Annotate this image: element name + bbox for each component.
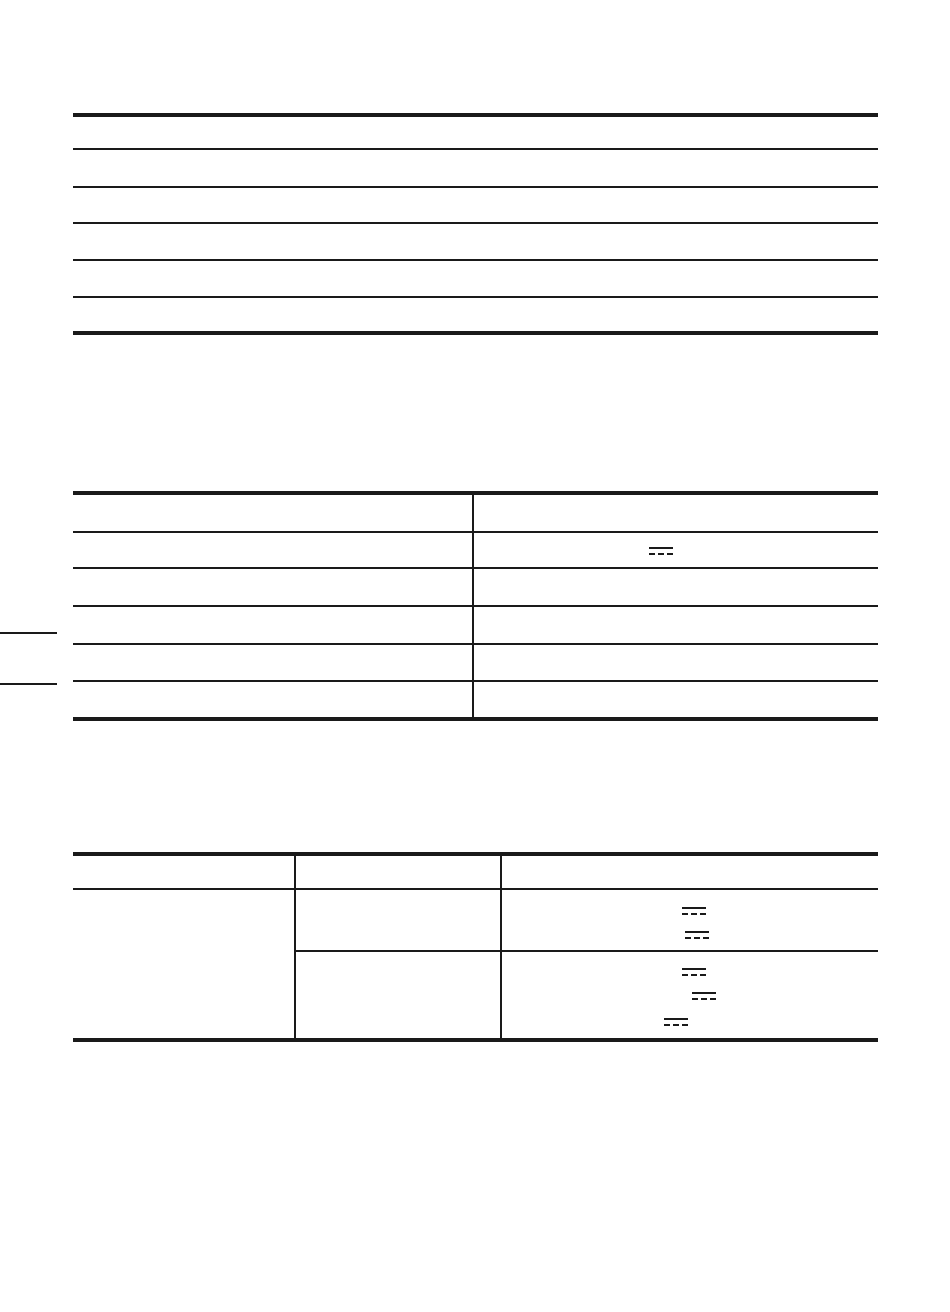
table-cell	[138, 298, 878, 331]
table-cell	[73, 224, 138, 259]
table-row	[73, 533, 878, 569]
table-cell	[474, 569, 878, 605]
table-cell	[73, 890, 294, 1038]
table-row	[73, 495, 878, 533]
table-row	[73, 117, 878, 150]
table-cell	[474, 607, 878, 643]
table-row	[73, 261, 878, 298]
direct-current-icon	[685, 931, 709, 940]
table-column	[73, 856, 296, 1038]
direct-current-icon	[692, 992, 716, 1001]
margin-index-mark-top	[0, 632, 57, 634]
table-row	[73, 150, 878, 188]
table-cell	[502, 952, 878, 1038]
table-1	[73, 113, 878, 335]
table-row	[73, 607, 878, 645]
table-cell	[73, 298, 138, 331]
table-header-cell	[502, 856, 878, 890]
table-cell	[73, 261, 138, 296]
table-cell	[474, 645, 878, 680]
table-cell	[138, 224, 878, 259]
margin-index-mark-bottom	[0, 683, 57, 685]
table-bottom-rule	[73, 331, 878, 335]
table-cell	[73, 188, 138, 222]
table-cell	[296, 890, 500, 952]
table-header-cell	[73, 856, 294, 890]
table-cell	[73, 117, 138, 148]
table-cell	[474, 495, 878, 531]
table-row	[73, 188, 878, 224]
table-cell	[73, 607, 474, 643]
table-cell	[73, 150, 138, 186]
table-row	[73, 682, 878, 717]
table-cell	[73, 645, 474, 680]
table-row	[73, 645, 878, 682]
table-cell	[474, 682, 878, 717]
direct-current-icon	[664, 1018, 688, 1027]
table-cell	[296, 952, 500, 1038]
table-header-cell	[296, 856, 500, 890]
table-cell	[73, 495, 474, 531]
table-3	[73, 852, 878, 1042]
table-bottom-rule	[73, 717, 878, 721]
table-cell	[138, 117, 878, 148]
table-cell	[474, 533, 878, 567]
direct-current-icon	[682, 968, 706, 977]
table-cell	[73, 569, 474, 605]
table-cell	[73, 533, 474, 567]
table-cell	[138, 261, 878, 296]
table-cell	[138, 188, 878, 222]
table-body	[73, 856, 878, 1038]
table-cell	[502, 890, 878, 952]
table-column	[502, 856, 878, 1038]
direct-current-icon	[649, 547, 673, 556]
table-column	[296, 856, 502, 1038]
table-cell	[138, 150, 878, 186]
table-2	[73, 491, 878, 721]
table-row	[73, 224, 878, 261]
direct-current-icon	[682, 907, 706, 916]
table-row	[73, 298, 878, 331]
table-row	[73, 569, 878, 607]
table-cell	[73, 682, 474, 717]
table-bottom-rule	[73, 1038, 878, 1042]
